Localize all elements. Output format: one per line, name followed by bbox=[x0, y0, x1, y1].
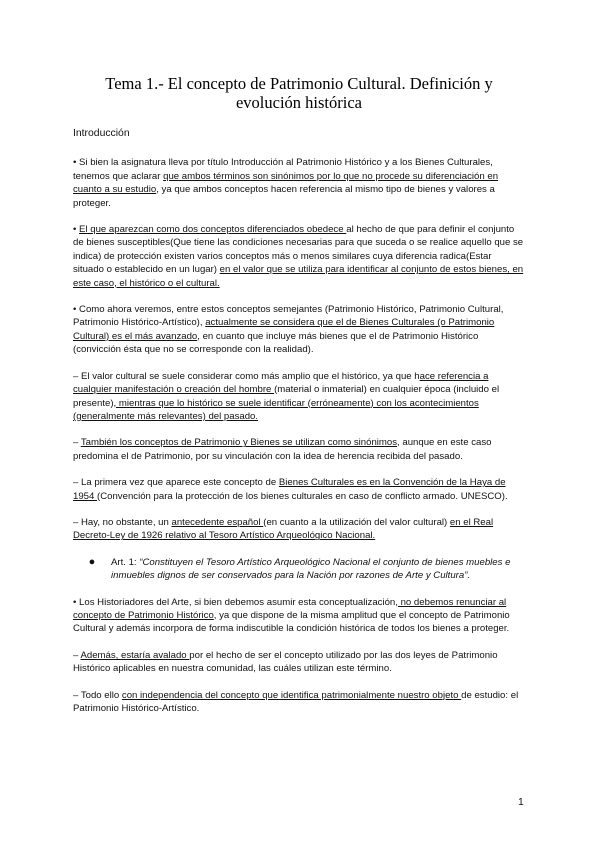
text-run: , aunque en este caso predomina el de Patrimonio, por su vinculación con la idea de herencia recibida del pasado. bbox=[73, 437, 492, 462]
underlined-text: Además, estaría avalado bbox=[80, 649, 190, 661]
text-run: • Si bien la asignatura lleva por título Introducción al Patrimonio Histórico y a los Bienes Culturales, tenemos que aclarar bbox=[73, 157, 493, 182]
text-run: – La primera vez que aparece este concepto de bbox=[73, 477, 279, 489]
text-run: (material o inmaterial) en cualquier época (incluido el presente) bbox=[73, 384, 500, 409]
quote-text bbox=[111, 556, 525, 583]
text-run: • bbox=[73, 224, 80, 236]
paragraph bbox=[73, 370, 525, 424]
underlined-text: antecedente español bbox=[171, 516, 264, 528]
bullet-icon: ● bbox=[88, 555, 96, 568]
text-run: • Los Historiadores del Arte, si bien debemos asumir esta conceptualización bbox=[73, 596, 396, 608]
underlined-text: Bienes Culturales es en la Convención de la Haya de 1954 bbox=[73, 477, 506, 502]
text-run: de estudio: el Patrimonio Histórico-Artístico. bbox=[73, 689, 519, 714]
text-run: – Hay, no obstante, un bbox=[73, 516, 172, 528]
text-run: – bbox=[73, 437, 81, 449]
text-run: por el hecho de ser el concepto utilizado por las dos leyes de Patrimonio Histórico aplicables en nuestra comunidad, las cuáles utilizan este término. bbox=[73, 649, 498, 675]
underlined-text: El que aparezcan como dos conceptos diferenciados obedece bbox=[79, 224, 347, 236]
text-run: , ya que dispone de la misma amplitud que el concepto de Patrimonio Cultural y además incorpora de forma indiscutible la condición histórica de todos los bienes a proteger. bbox=[73, 609, 510, 635]
underlined-text: , mientras que lo histórico se suele identificar (erróneamente) con los acontecimientos (generalmente más relevantes) del pasado. bbox=[73, 397, 479, 422]
text-run: (Convención para la protección de los bienes culturales en caso de conflicto armado. UNESCO). bbox=[97, 490, 508, 502]
underlined-text: , no debemos renunciar al concepto de Patrimonio Histórico bbox=[73, 596, 507, 621]
underlined-text: actualmente se considera que el de Bienes Culturales (o Patrimonio Cultural) es el más avanzado bbox=[73, 317, 495, 342]
paragraph bbox=[73, 596, 525, 636]
paragraph bbox=[73, 303, 525, 357]
text-run: – Todo ello bbox=[73, 689, 122, 701]
quote-body: “Constituyen el Tesoro Artístico Arqueológico Nacional el conjunto de bienes muebles e inmuebles dignos de ser conservados para la Nación por razones de Arte y Cultura”. bbox=[111, 556, 511, 582]
paragraph bbox=[73, 223, 525, 290]
page-number: 1 bbox=[518, 797, 524, 808]
text-run: – El valor cultural se suele considerar como más amplio que el histórico, ya que h bbox=[73, 370, 420, 382]
paragraphs-after bbox=[73, 596, 525, 716]
underlined-text: ace referencia a cualquier manifestación o creación del hombre bbox=[73, 370, 489, 396]
text-run: – bbox=[73, 649, 81, 661]
section-heading-introduccion: Introducción bbox=[73, 128, 130, 139]
paragraph bbox=[73, 649, 525, 676]
quote-prefix: Art. 1: bbox=[111, 556, 140, 568]
text-run: (en cuanto a la utilización del valor cultural) bbox=[263, 516, 450, 528]
paragraph bbox=[73, 516, 525, 543]
underlined-text: que ambos términos son sinónimos por lo que no procede su diferenciación en cuanto a su estudio bbox=[73, 170, 499, 196]
underlined-text: en el Real Decreto-Ley de 1926 relativo al Tesoro Artístico Arqueológico Nacional. bbox=[73, 516, 494, 542]
page-title: Tema 1.- El concepto de Patrimonio Cultural. Definición y evolución histórica bbox=[105, 74, 493, 112]
text-run: • Como ahora veremos, entre estos conceptos semejantes (Patrimonio Histórico, Patrimonio Cultural, Patrimonio Histórico-Artístico), bbox=[73, 304, 504, 329]
paragraph bbox=[73, 476, 525, 503]
text-run: al hecho de que para definir el conjunto de bienes susceptibles(Que tiene las condiciones necesarias para que suceda o se realice aquello que se indica) de protección existen varios conceptos más o menos similares cuya diferencia radica(Estar situado o establecido en un lugar) bbox=[73, 224, 524, 276]
underlined-text: También los conceptos de Patrimonio y Bienes se utilizan como sinónimos bbox=[80, 437, 398, 449]
paragraph bbox=[73, 436, 525, 463]
underlined-text: en el valor que se utiliza para identificar al conjunto de estos bienes, en este caso, el histórico o el cultural. bbox=[73, 264, 524, 289]
text-run: , en cuanto que incluye más bienes que el de Patrimonio Histórico (convicción ésta que no se corresponde con la realidad). bbox=[73, 330, 479, 356]
paragraph bbox=[73, 689, 525, 716]
paragraph bbox=[73, 156, 525, 210]
paragraphs-before bbox=[73, 156, 525, 542]
underlined-text: con independencia del concepto que identifica patrimonialmente nuestro objeto bbox=[121, 689, 462, 701]
article-quote bbox=[73, 556, 525, 583]
text-run: , ya que ambos conceptos hacen referencia al mismo tipo de bienes y valores a proteger. bbox=[73, 184, 495, 209]
document-page bbox=[73, 74, 525, 728]
